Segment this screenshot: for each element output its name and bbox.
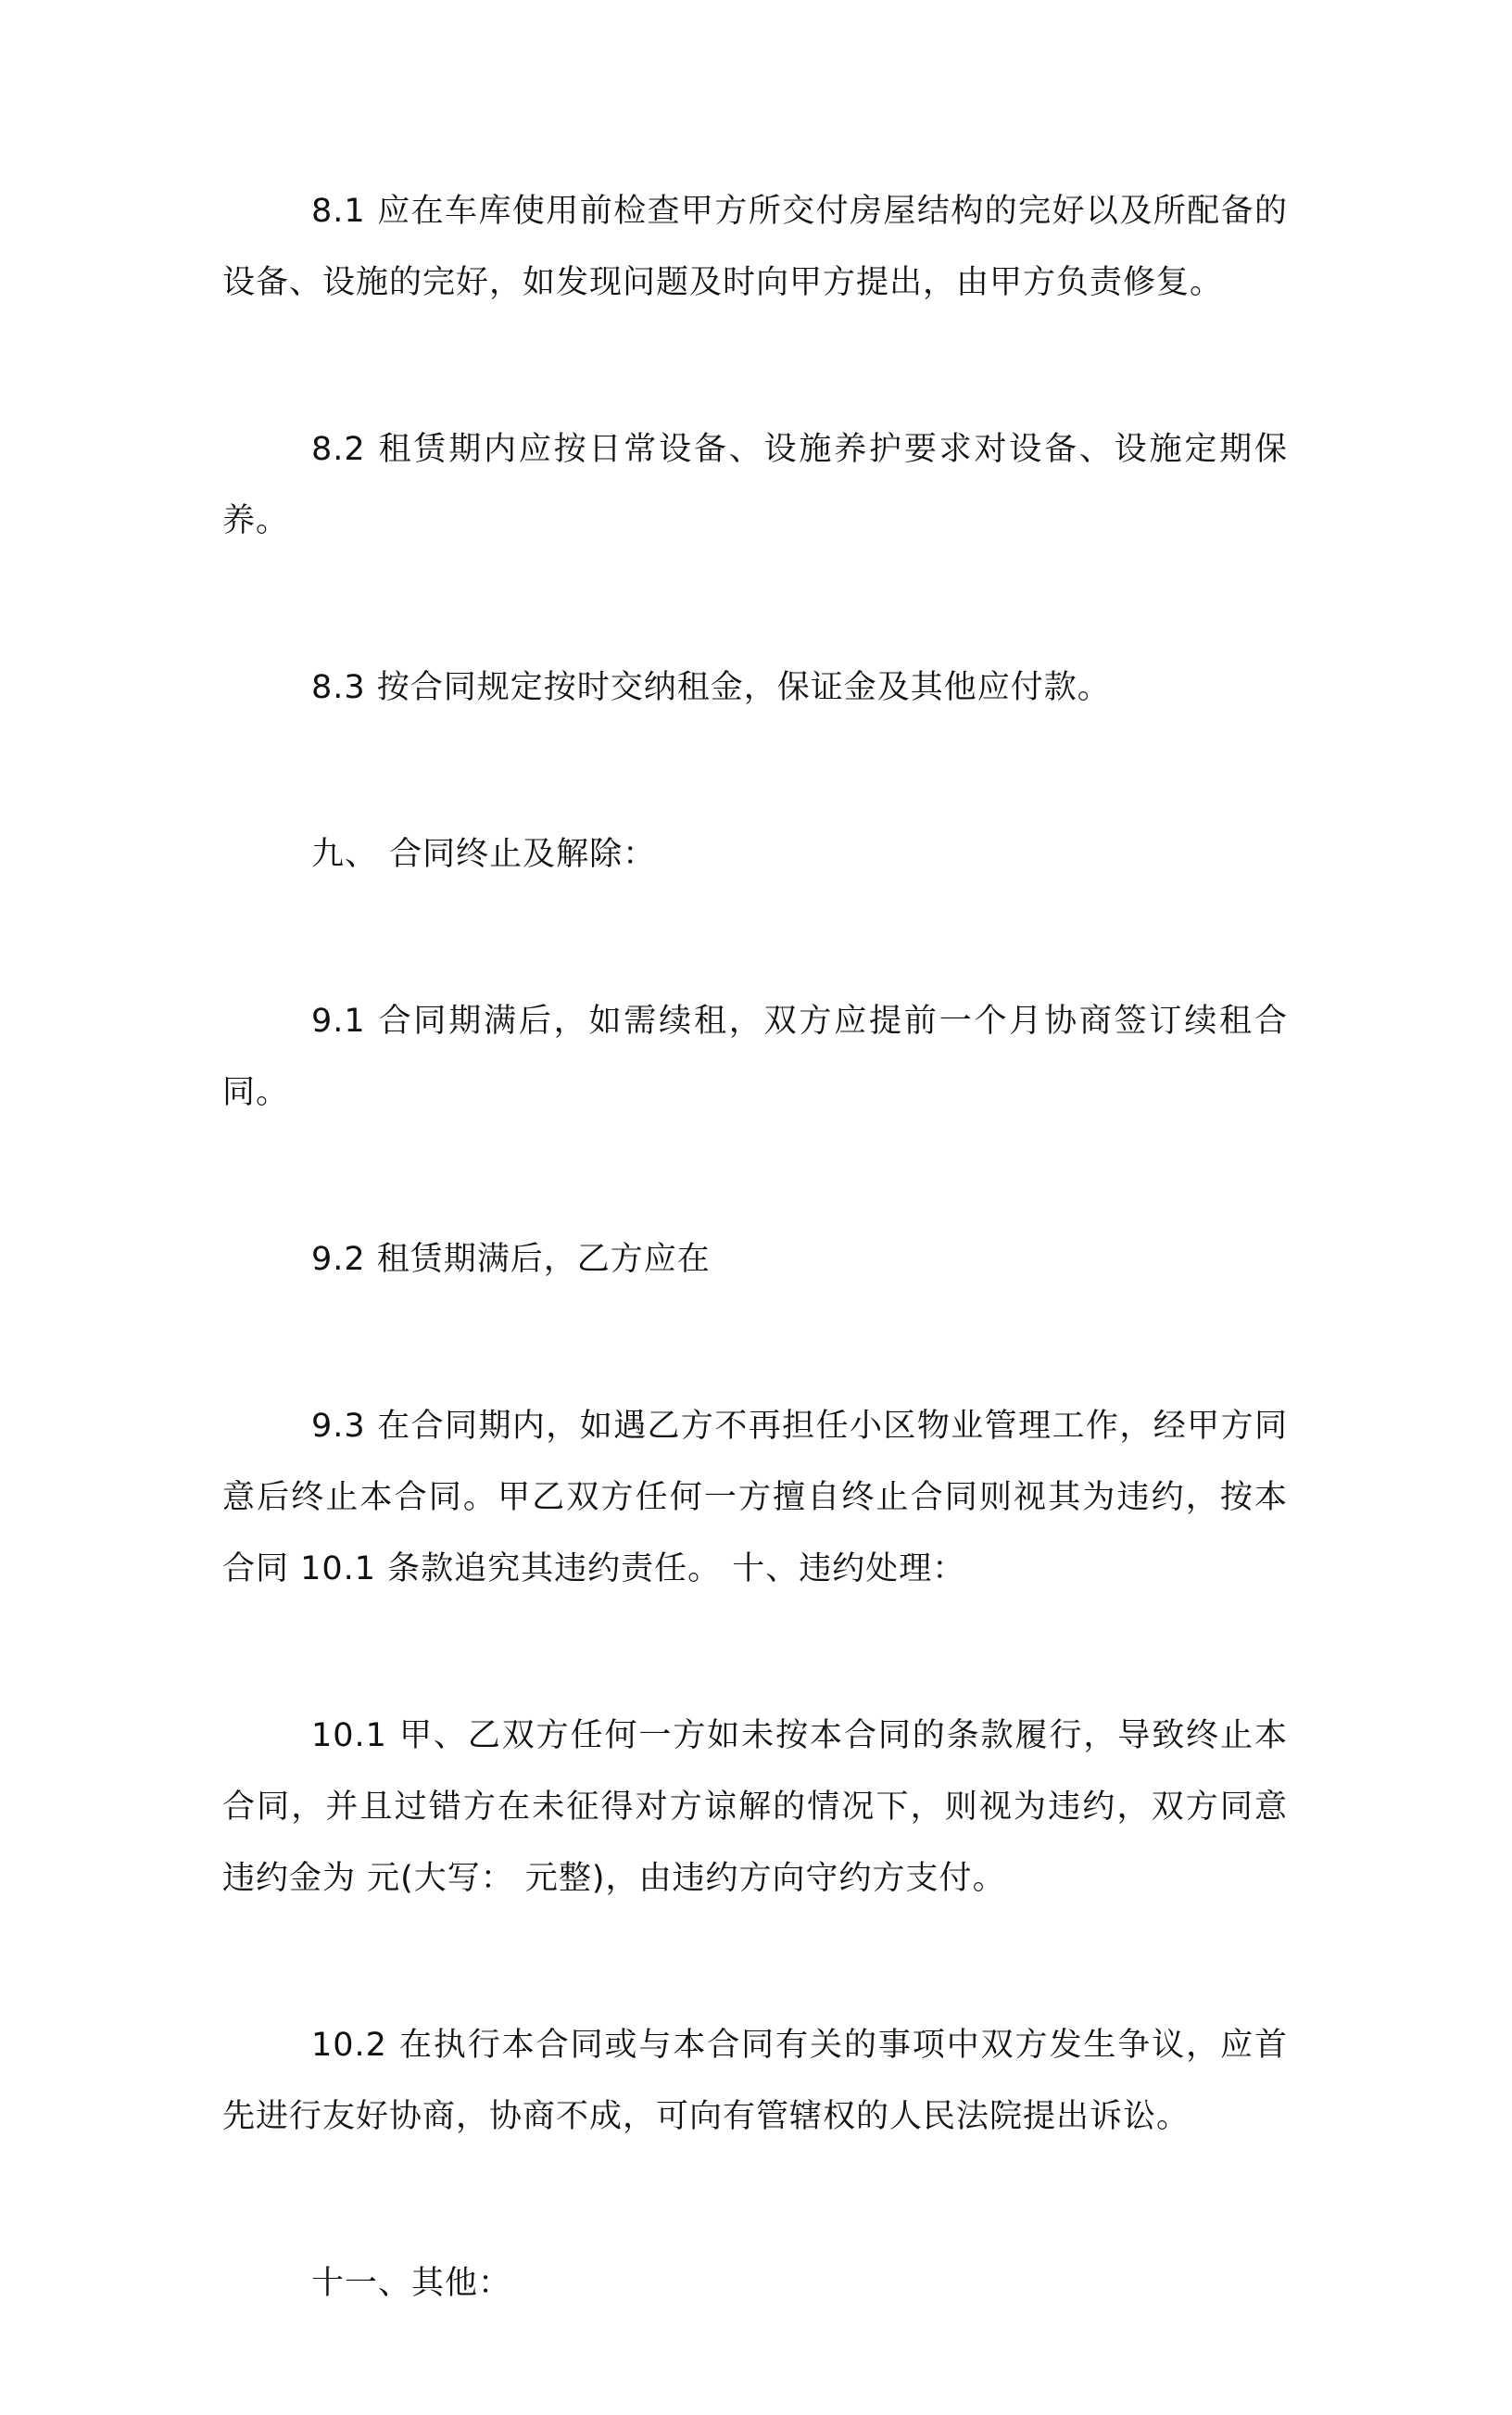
section-11-heading: 十一、其他： — [311, 2265, 512, 2302]
clause-9-1: 9.1 合同期满后，如需续租，双方应提前一个月协商签订续租合同。 — [222, 1003, 1288, 1111]
clause-8-2: 8.2 租赁期内应按日常设备、设施养护要求对设备、设施定期保养。 — [222, 431, 1288, 539]
clause-9-3: 9.3 在合同期内，如遇乙方不再担任小区物业管理工作，经甲方同意后终止本合同。甲乙双方任何一方擅自终止合同则视其为违约，按本合同 10.1 条款追究其违约责任。 十、违约处理： — [222, 1408, 1288, 1587]
clause-8-3: 8.3 按合同规定按时交纳租金，保证金及其他应付款。 — [311, 669, 1111, 706]
clause-8-1: 8.1 应在车库使用前检查甲方所交付房屋结构的完好以及所配备的设备、设施的完好，如发现问题及时向甲方提出，由甲方负责修复。 — [222, 193, 1288, 301]
clause-10-1: 10.1 甲、乙双方任何一方如未按本合同的条款履行，导致终止本合同，并且过错方在未征得对方谅解的情况下，则视为违约，双方同意违约金为 元(大写： 元整)，由违约方向守约方支付。 — [222, 1717, 1288, 1897]
document-body — [222, 176, 1288, 2415]
clause-10-2: 10.2 在执行本合同或与本合同有关的事项中双方发生争议，应首先进行友好协商，协商不成，可向有管辖权的人民法院提出诉讼。 — [222, 2027, 1288, 2135]
clause-9-2: 9.2 租赁期满后，乙方应在 — [311, 1241, 711, 1278]
section-9-heading: 九、 合同终止及解除： — [311, 836, 657, 873]
